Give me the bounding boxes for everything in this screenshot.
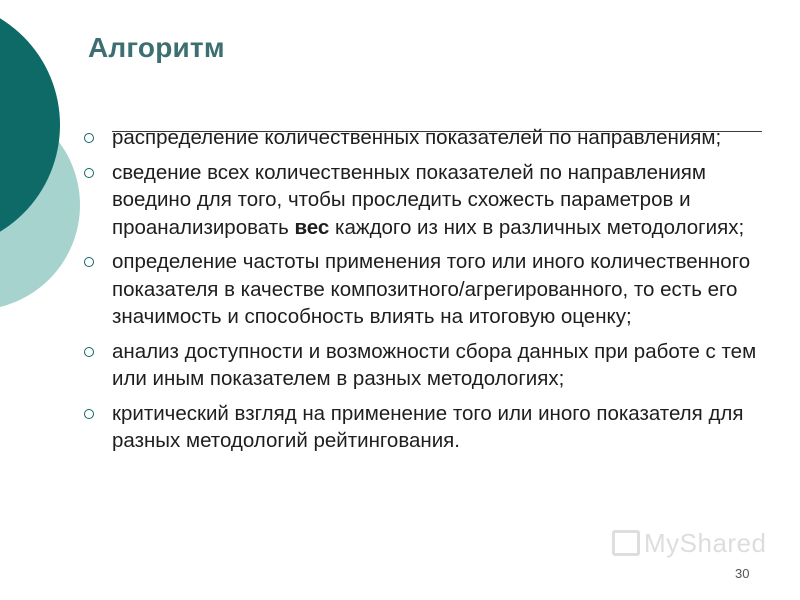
watermark-logo-icon <box>612 530 640 556</box>
bullet-text-part: каждого из них в различных методологиях; <box>329 215 745 239</box>
bold-word: вес <box>294 215 330 239</box>
bullet-item <box>76 124 766 152</box>
bullet-item <box>76 338 766 393</box>
circle-bullet-icon <box>84 409 94 419</box>
circle-bullet-icon <box>84 133 94 143</box>
bullet-text: распределение количественных показателей по направлениям; <box>112 126 722 149</box>
bullet-item <box>76 159 766 242</box>
bullet-item <box>76 400 766 455</box>
bullet-text <box>112 161 744 239</box>
watermark-text: MyShared <box>644 528 767 558</box>
bullet-item <box>76 248 766 331</box>
bullet-list <box>76 124 766 462</box>
watermark <box>612 528 767 559</box>
slide-title: Алгоритм <box>88 32 225 63</box>
bullet-text: определение частоты применения того или иного количественного показателя в качестве композитного/агрегированного, то есть его значимость и способность влиять на итоговую оценку; <box>112 250 751 328</box>
bullet-text-part: сведение всех количественных показателей по направлениям воедино для того, чтобы проследить схожесть параметров и проанализировать <box>112 160 706 239</box>
page-number: 30 <box>735 566 750 581</box>
circle-bullet-icon <box>84 257 94 267</box>
bullet-text: анализ доступности и возможности сбора данных при работе с тем или иным показателем в разных методологиях; <box>112 339 757 390</box>
circle-bullet-icon <box>84 347 94 357</box>
circle-bullet-icon <box>84 168 94 178</box>
bullet-text: критический взгляд на применение того или иного показателя для разных методологий рейтингования. <box>112 401 744 452</box>
